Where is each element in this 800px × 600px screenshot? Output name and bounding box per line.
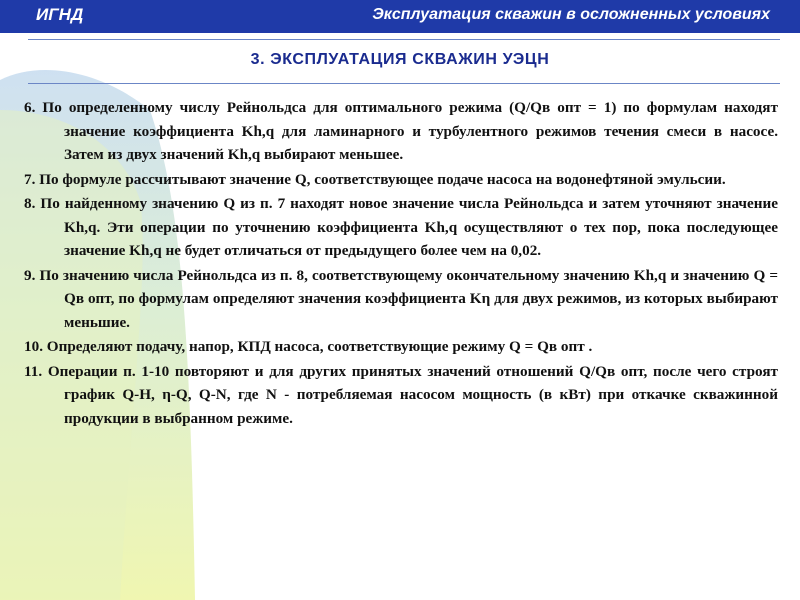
list-item-8: 8. По найденному значению Q из п. 7 находят новое значение числа Рейнольдса и затем уточняют значение Kh,q. Эти операции по уточнению коэффициента Kh,q осуществляют о тех пор, пока последующее значение Kh,q не будет отличаться от предыдущего более чем на 0,02. [24,195,778,259]
divider-bottom [28,83,780,84]
list-item-6: 6. По определенному числу Рейнольдса для оптимального режима (Q/Qв опт = 1) по формулам находят значение коэффициента Kh,q для ламинарного и турбулентного режимов течения смеси в насосе. Затем из двух значений Kh,q выбирают меньшее. [24,99,778,163]
header-org: ИГНД [36,5,84,24]
header-subject: Эксплуатация скважин в осложненных условиях [372,6,770,23]
list-item-9: 9. По значению числа Рейнольдса из п. 8, соответствующему окончательному значению Kh,q и значению Q = Qв опт, по формулам определяют значения коэффициента Kη для двух режимов, из которых выбирают меньшие. [24,266,778,331]
slide-title: 3. ЭКСПЛУАТАЦИЯ СКВАЖИН УЭЦН [250,51,550,68]
content-list [24,96,778,431]
list-item-11: 11. Операции п. 1-10 повторяют и для других принятых значений отношений Q/Qв опт, после чего строят график Q-H, η-Q, Q-N, где N - потребляемая насосом мощность (в кВт) при откачке скважинной продукции в выбранном режиме. [24,362,778,427]
list-item-10: 10. Определяют подачу, напор, КПД насоса, соответствующие режиму Q = Qв опт . [24,338,593,355]
header-bar [0,0,800,33]
divider-top [28,39,780,40]
list-item-7: 7. По формуле рассчитывают значение Q, соответствующее подаче насоса на водонефтяной эмульсии. [24,170,726,188]
